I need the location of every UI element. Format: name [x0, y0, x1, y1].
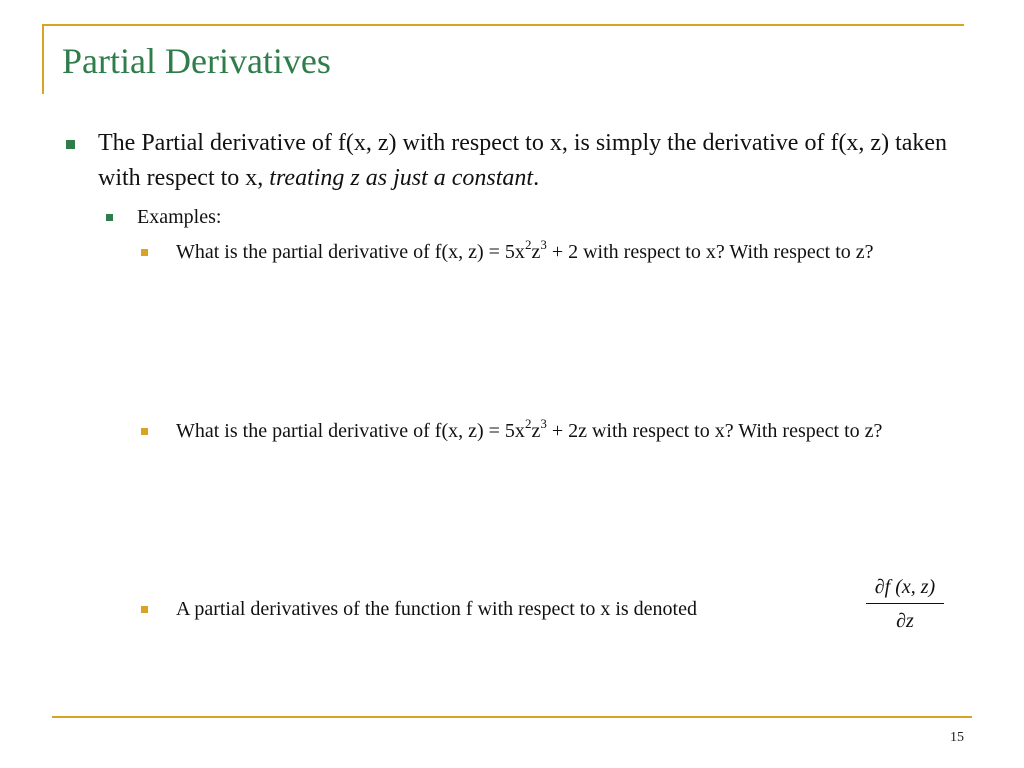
question-2-text: [176, 416, 976, 447]
footer-divider: [52, 716, 972, 718]
question-1-exponent-z: 3: [540, 237, 547, 253]
partial-derivative-formula: [866, 574, 944, 634]
question-1-exponent-x: 2: [524, 237, 532, 253]
question-2-exponent-x: 2: [524, 416, 532, 432]
bullet-square-icon: [66, 140, 75, 149]
title-frame-left-border: [42, 24, 44, 94]
title-frame-top-border: [42, 24, 964, 26]
question-2-post: + 2z with respect to x? With respect to z?: [546, 420, 883, 442]
formula-denominator: ∂z: [896, 610, 914, 632]
question-1-pre: What is the partial derivative of f(x, z) = 5x: [176, 241, 525, 263]
main-bullet-text: [98, 126, 968, 196]
bullet-square-icon: [106, 214, 113, 221]
main-bullet-text-start: The Partial derivative of f(x, z) with respect to x, is simply the derivative of f(x, z) taken with respect to x,: [98, 130, 948, 191]
question-2-variable-z: z: [531, 420, 541, 442]
formula-numerator: ∂f (x, z): [874, 576, 936, 598]
question-1-text: [176, 237, 976, 268]
bullet-square-icon: [141, 249, 148, 256]
question-1-post: + 2 with respect to x? With respect to z?: [546, 241, 874, 263]
slide-title: Partial Derivatives: [62, 41, 331, 81]
fraction-bar: [866, 603, 944, 604]
bullet-square-icon: [141, 428, 148, 435]
question-2-exponent-z: 3: [540, 416, 547, 432]
bullet-square-icon: [141, 606, 148, 613]
question-1-variable-z: z: [531, 241, 541, 263]
main-bullet-text-italic: treating z as just a constant: [269, 165, 534, 191]
main-bullet-text-end: .: [533, 165, 540, 191]
notation-text: A partial derivatives of the function f with respect to x is denoted: [176, 598, 697, 620]
page-number: 15: [950, 730, 964, 745]
question-2-pre: What is the partial derivative of f(x, z) = 5x: [176, 420, 525, 442]
examples-label: Examples:: [137, 206, 222, 228]
